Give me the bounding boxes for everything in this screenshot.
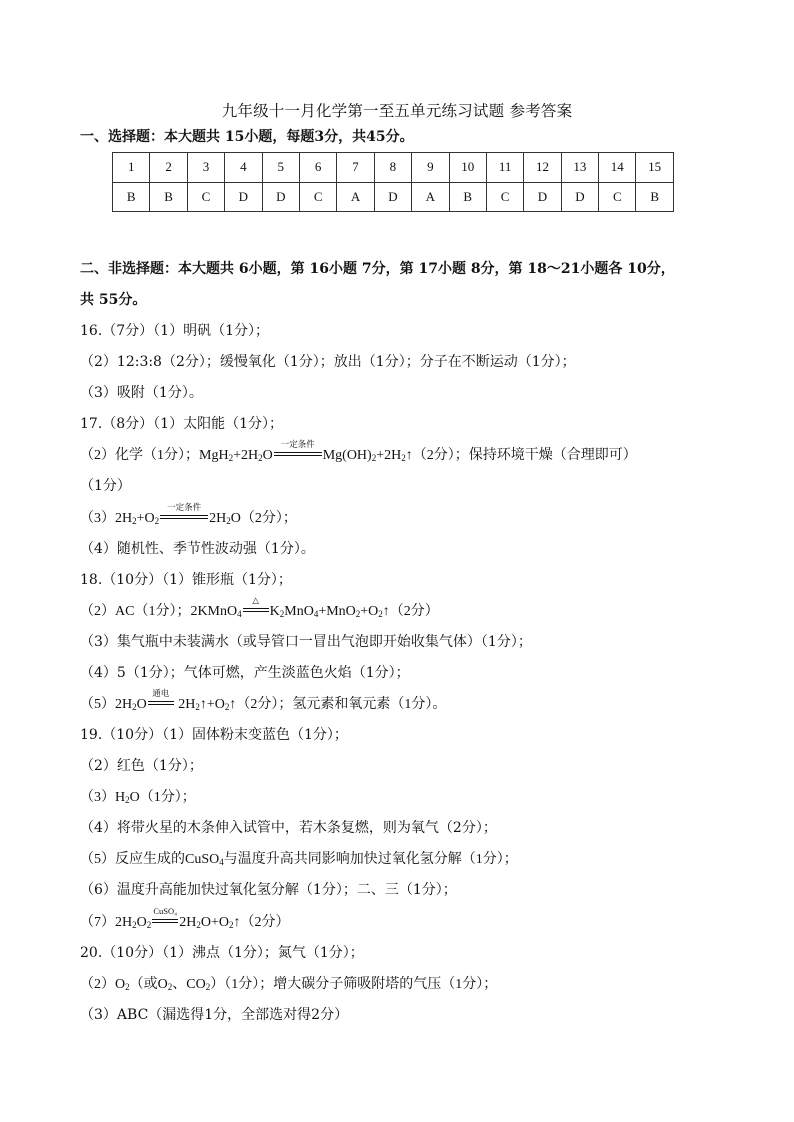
q16-line3: （3）吸附（1分）。 [80, 385, 203, 401]
q17-text: O（2分）； [230, 511, 297, 526]
answer-cell: A [412, 182, 449, 212]
subscript: 2 [229, 920, 234, 930]
subscript: 2 [279, 609, 285, 619]
q18-line5-equation [80, 688, 447, 713]
q19-text: 与温度升高共同影响加快过氧化氢分解（1分）； [223, 852, 518, 867]
subscript: 2 [196, 920, 201, 930]
q17-text: +2H [233, 448, 259, 463]
subscript: 4 [313, 609, 319, 619]
subscript: 2 [154, 516, 160, 526]
question-number-cell: 14 [599, 153, 636, 183]
answer-cell: C [299, 182, 336, 212]
section1-heading: 一、选择题：本大题共 15小题，每题3分，共45分。 [80, 129, 414, 145]
answer-table [112, 152, 674, 212]
answer-cell: D [374, 182, 411, 212]
q19-text: O [136, 915, 147, 930]
answer-cell: B [449, 182, 486, 212]
q19-text: （7）2H [80, 915, 133, 930]
q17-text: 2H [209, 511, 227, 526]
subscript: 2 [167, 982, 173, 992]
subscript: 2 [146, 920, 152, 930]
question-number-cell: 1 [113, 153, 150, 183]
double-bar-sign [160, 515, 208, 519]
question-number-cell: 10 [449, 153, 486, 183]
q19-line2: （2）红色（1分）； [80, 758, 203, 774]
q20-line3: （3）ABC（漏选得1分，全部选对得2分） [80, 1007, 349, 1023]
subscript: 2 [132, 702, 137, 712]
question-number-cell: 6 [299, 153, 336, 183]
q19-line6: （6）温度升高能加快过氧化氢分解（1分）；二、三（1分）； [80, 882, 457, 898]
q20-text: （2）O [80, 977, 126, 992]
question-number-cell: 15 [636, 153, 673, 183]
subscript: 2 [355, 609, 361, 619]
answer-cell: D [262, 182, 299, 212]
subscript: 2 [258, 453, 263, 463]
q17-line4-equation [80, 502, 297, 527]
q19-line7-equation [80, 906, 290, 931]
double-bar-sign [243, 608, 269, 612]
q18-text: ↑（2分）；氢元素和氧元素（1分）。 [229, 697, 447, 712]
answer-table-answer-row [113, 182, 674, 212]
q18-text: K [269, 604, 280, 619]
q17-text: +O [136, 511, 155, 526]
subscript: 2 [224, 702, 230, 712]
q18-line1: 18.（10分）（1）锥形瓶（1分）； [80, 572, 292, 588]
question-number-cell: 2 [150, 153, 187, 183]
answer-cell: D [561, 182, 598, 212]
q17-text: （3）2H [80, 511, 133, 526]
q20-text: （或O [129, 977, 168, 992]
q19-text: ↑（2分） [233, 915, 290, 930]
answer-cell: C [187, 182, 224, 212]
reaction-condition [152, 906, 178, 931]
subscript: 2 [378, 609, 383, 619]
q18-text: ↑（2分） [382, 604, 439, 619]
subscript: 2 [205, 982, 211, 992]
q17-line2-equation [80, 439, 637, 464]
double-bar-sign [148, 701, 174, 705]
q17-text: ↑（2分）；保持环境干燥（合理即可） [405, 448, 637, 463]
answer-cell: D [524, 182, 561, 212]
q18-line2-equation [80, 595, 439, 620]
heat-symbol: △ [252, 595, 259, 605]
question-number-cell: 13 [561, 153, 598, 183]
answer-cell: B [636, 182, 673, 212]
q18-text: +MnO [318, 604, 356, 619]
q18-text: 2H [178, 697, 196, 712]
subscript: 4 [237, 609, 242, 619]
q18-text: MnO [284, 604, 314, 619]
answer-cell: A [337, 182, 374, 212]
q17-line5: （4）随机性、季节性波动强（1分）。 [80, 541, 315, 557]
q18-text: +O [360, 604, 379, 619]
q17-text: （2）化学（1分）；MgH [80, 448, 229, 463]
subscript: 2 [371, 453, 377, 463]
subscript: 2 [228, 453, 234, 463]
reaction-condition [274, 439, 322, 464]
question-number-cell: 11 [486, 153, 523, 183]
subscript: 2 [401, 453, 406, 463]
reaction-condition [243, 595, 269, 620]
question-number-cell: 9 [412, 153, 449, 183]
question-number-cell: 4 [225, 153, 262, 183]
q19-line1: 19.（10分）（1）固体粉末变蓝色（1分）； [80, 727, 348, 743]
answer-cell: D [225, 182, 262, 212]
q18-text: O [136, 697, 147, 712]
section2-heading-line1: 二、非选择题：本大题共 6小题，第 16小题 7分，第 17小题 8分，第 18～21小题各 10分， [80, 261, 675, 277]
q20-line1: 20.（10分）（1）沸点（1分）；氮气（1分）； [80, 945, 364, 961]
condition-label: 一定条件 [167, 502, 202, 512]
question-number-cell: 12 [524, 153, 561, 183]
q20-line2 [80, 973, 497, 993]
reaction-condition [160, 502, 208, 527]
page-title: 九年级十一月化学第一至五单元练习试题 参考答案 [221, 102, 573, 120]
answer-cell: C [486, 182, 523, 212]
q16-line2: （2）12:3:8（2分）；缓慢氧化（1分）；放出（1分）；分子在不断运动（1分）； [80, 354, 576, 370]
subscript: 4 [219, 857, 224, 867]
double-bar-sign [152, 919, 178, 923]
q19-text: 2H [179, 915, 197, 930]
q17-line3: （1分） [80, 478, 131, 494]
q19-line4: （4）将带火星的木条伸入试管中，若木条复燃，则为氧气（2分）； [80, 820, 497, 836]
subscript: 2 [125, 795, 130, 805]
answer-table-number-row [113, 153, 674, 183]
subscript: 2 [132, 920, 137, 930]
condition-label: 通电 [152, 688, 170, 698]
question-number-cell: 8 [374, 153, 411, 183]
q19-text: O（1分）； [129, 790, 196, 805]
q17-text: Mg(OH) [322, 448, 372, 463]
catalyst-label: CuSO₄ [153, 906, 178, 916]
q16-line1: 16.（7分）（1）明矾（1分）； [80, 323, 269, 339]
q18-text: （5）2H [80, 697, 133, 712]
subscript: 2 [125, 982, 130, 992]
q20-text: ）（1分）；增大碳分子筛吸附塔的气压（1分）； [210, 977, 498, 992]
reaction-condition [148, 688, 174, 713]
q19-line3 [80, 786, 196, 806]
section2-heading-line2: 共 55分。 [80, 292, 147, 308]
question-number-cell: 7 [337, 153, 374, 183]
q19-text: （5）反应生成的CuSO [80, 852, 220, 867]
condition-label: 一定条件 [280, 439, 315, 449]
q17-line1: 17.（8分）（1）太阳能（1分）； [80, 416, 283, 432]
question-number-cell: 3 [187, 153, 224, 183]
subscript: 2 [195, 702, 200, 712]
q19-text: （3）H [80, 790, 126, 805]
q19-line5 [80, 848, 518, 868]
q18-line3: （3）集气瓶中未装满水（或导管口一冒出气泡即开始收集气体）（1分）； [80, 634, 532, 650]
double-bar-sign [274, 452, 322, 456]
answer-cell: B [150, 182, 187, 212]
q17-text: O [262, 448, 273, 463]
q18-text: ↑+O [199, 697, 225, 712]
q19-text: O+O [200, 915, 229, 930]
subscript: 2 [226, 516, 231, 526]
answer-cell: B [113, 182, 150, 212]
subscript: 2 [132, 516, 137, 526]
q17-text: +2H [376, 448, 402, 463]
q18-text: （2）AC（1分）；2KMnO [80, 604, 238, 619]
answer-cell: C [599, 182, 636, 212]
q20-text: 、CO [172, 977, 206, 992]
question-number-cell: 5 [262, 153, 299, 183]
q18-line4: （4）5（1分）；气体可燃，产生淡蓝色火焰（1分）； [80, 665, 410, 681]
